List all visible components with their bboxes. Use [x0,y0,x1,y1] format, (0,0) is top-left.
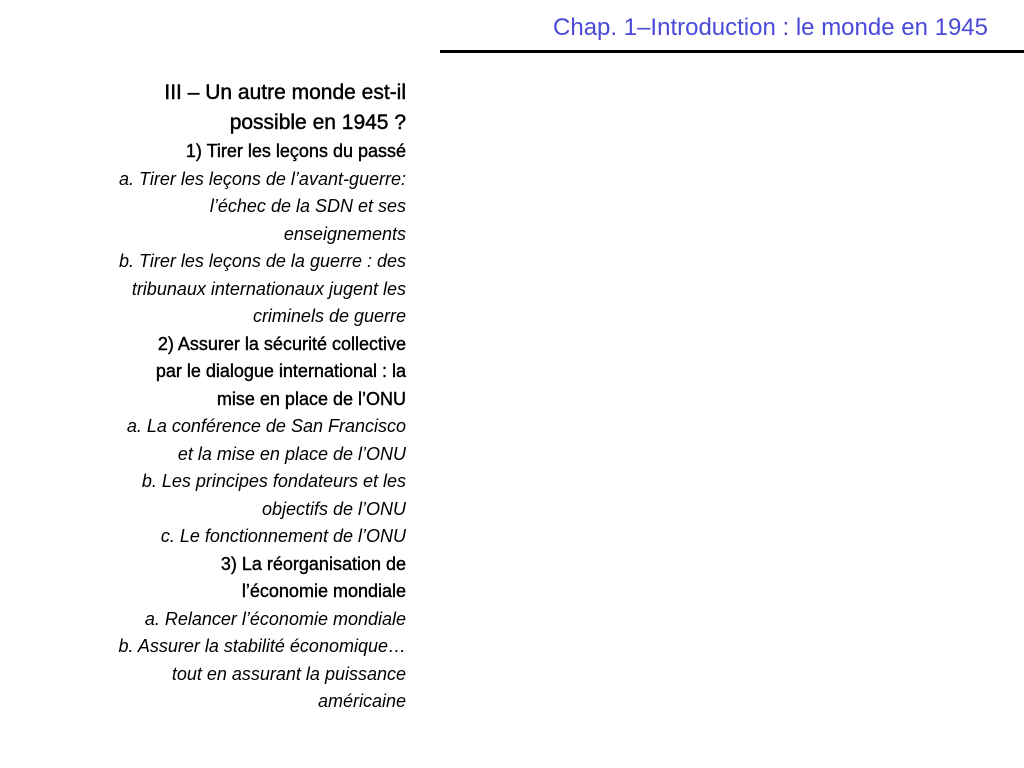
section-2-title: 2) Assurer la sécurité collective [157,333,406,354]
section-3-item-b: tout en assurant la puissance [171,663,406,684]
section-2-title: mise en place de l’ONU [216,388,406,409]
section-1-item-a: a. Tirer les leçons de l’avant-guerre: [119,168,406,189]
section-3-title: 3) La réorganisation de [220,553,406,574]
title-underline [440,50,1024,53]
section-1-item-b: tribunaux internationaux jugent les [131,278,406,299]
section-2-title: par le dialogue international : la [155,361,406,381]
section-2-item-b: b. Les principes fondateurs et les [141,471,406,491]
section-1-title: 1) Tirer les leçons du passé [185,141,406,161]
section-1-item-a: enseignements [283,223,406,244]
section-3-item-b: b. Assurer la stabilité économique… [118,636,406,656]
section-2-item-a: et la mise en place de l’ONU [177,443,406,464]
section-2-item-c: c. Le fonctionnement de l’ONU [160,526,406,546]
section-3-item-b: américaine [317,691,406,711]
section-1-item-b: criminels de guerre [252,306,406,326]
main-heading-line: III – Un autre monde est-il [164,81,406,104]
section-1-item-b: b. Tirer les leçons de la guerre : des [119,251,406,271]
outline-text [30,78,406,716]
section-3-item-a: a. Relancer l’économie mondiale [144,608,406,629]
section-2-item-a: a. La conférence de San Francisco [126,416,406,436]
section-3-title: l’économie mondiale [241,581,406,601]
section-1-item-a: l’échec de la SDN et ses [209,196,406,216]
section-2-item-b: objectifs de l’ONU [261,498,406,519]
main-heading-line: possible en 1945 ? [229,111,406,134]
slide-title: Chap. 1–Introduction : le monde en 1945 [553,14,988,41]
